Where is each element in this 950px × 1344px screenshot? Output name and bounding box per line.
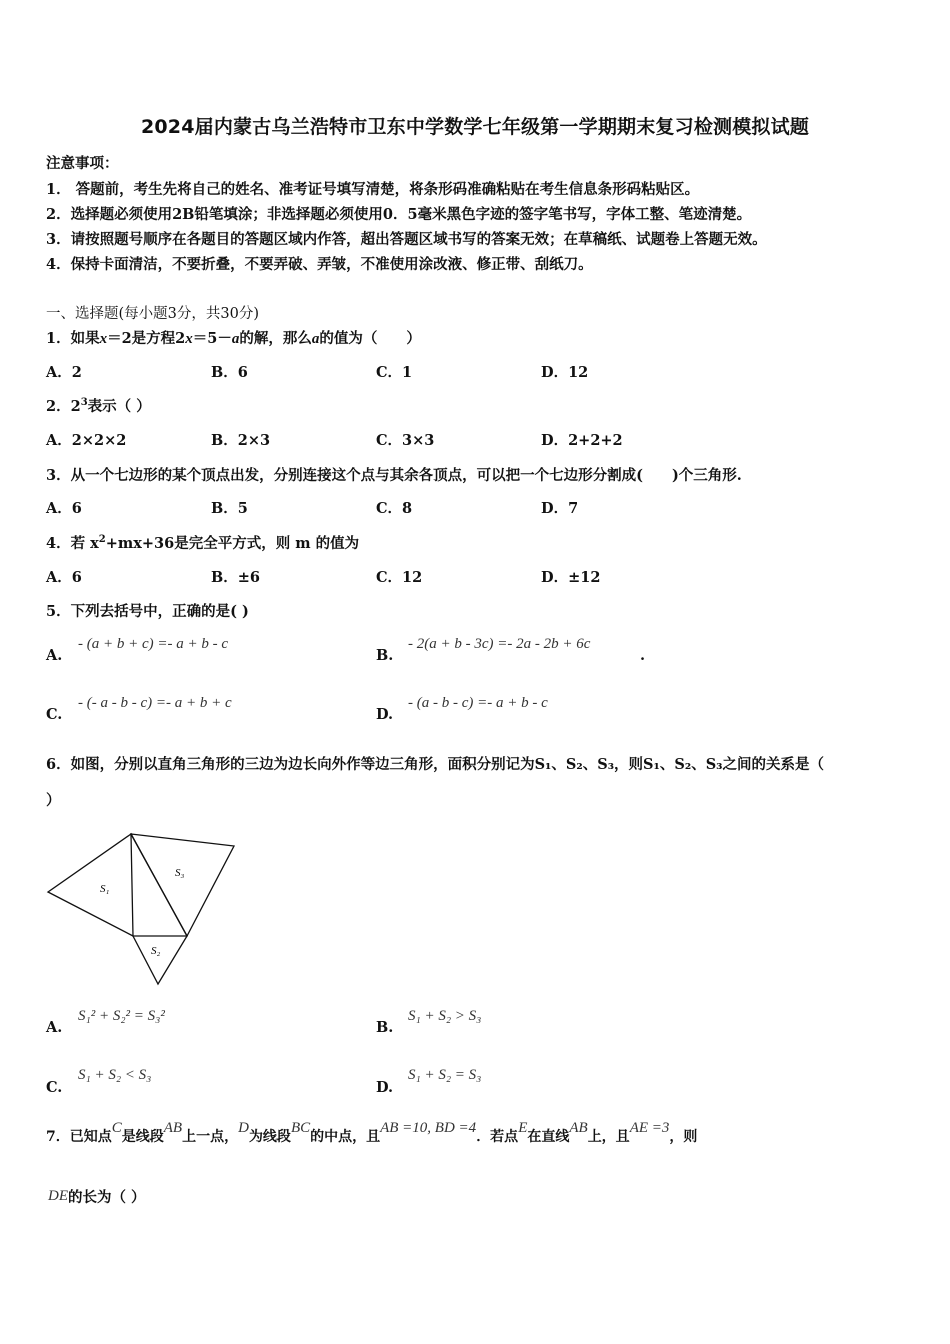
notice-item-4: 4．保持卡面清洁，不要折叠，不要弄破、弄皱，不准使用涂改液、修正带、刮纸刀。 — [46, 256, 593, 273]
q2-option-d: D．2+2+2 — [541, 432, 623, 449]
q3-option-b: B．5 — [211, 500, 248, 517]
triangle-figure — [40, 828, 245, 990]
question-4: 4．若 $x^2+mx+36$是完全平方式，则 m 的值为 — [46, 534, 360, 552]
q3-option-c: C．8 — [376, 500, 413, 517]
question-3: 3．从一个七边形的某个顶点出发，分别连接这个点与其余各顶点，可以把一个七边形分割成( )个三角形. — [46, 467, 742, 484]
q5-option-c-expr: - (- a - b - c) =- a + b + c — [78, 695, 232, 711]
question-6-close: ） — [46, 792, 61, 809]
figure-triangle-s1 — [48, 834, 133, 936]
q1-option-d: D．12 — [541, 364, 589, 381]
q5-option-b-label: B. — [376, 647, 394, 664]
q4-option-c: C．12 — [376, 569, 423, 586]
q5-option-a-label: A. — [46, 647, 63, 664]
q2-option-a: A．2×2×2 — [46, 432, 127, 449]
q6-option-c-label: C. — [46, 1079, 63, 1096]
q5-option-d-label: D. — [376, 706, 394, 723]
section-heading: 一、选择题(每小题3分，共30分) — [46, 306, 259, 322]
q4-option-d: D．±12 — [541, 569, 601, 586]
figure-triangle-s2 — [133, 936, 187, 984]
q5-option-d-expr: - (a - b - c) =- a + b - c — [408, 695, 548, 711]
q2-option-c: C．3×3 — [376, 432, 435, 449]
question-1: 1．如果x＝2是方程2x＝5－a的解，那么a的值为（ ） — [46, 330, 421, 347]
q5-option-a-expr: - (a + b + c) =- a + b - c — [78, 636, 229, 652]
q6-option-c-expr: S₁ + S₂ < S₃ — [78, 1067, 152, 1083]
q4-option-b: B．±6 — [211, 569, 260, 586]
q1-option-c: C．1 — [376, 364, 413, 381]
q6-option-a-label: A. — [46, 1019, 63, 1036]
page-title: 2024届内蒙古乌兰浩特市卫东中学数学七年级第一学期期末复习检测模拟试题 — [140, 116, 810, 138]
notice-item-1: 1． 答题前，考生先将自己的姓名、准考证号填写清楚，将条形码准确粘贴在考生信息条形码粘贴区。 — [46, 181, 700, 198]
figure-label-s2: S₂ — [151, 945, 161, 957]
q4-option-a: A．6 — [46, 569, 82, 586]
question-7-cont: DE的长为（ ） — [48, 1188, 146, 1206]
q3-option-a: A．6 — [46, 500, 82, 517]
question-2: 2．$2^3$表示（ ） — [46, 397, 151, 415]
q6-option-b-label: B. — [376, 1019, 394, 1036]
q2-option-b: B．2×3 — [211, 432, 271, 449]
notice-item-2: 2．选择题必须使用2B铅笔填涂；非选择题必须使用0．5毫米黑色字迹的签字笔书写，字体工整、笔迹清楚。 — [46, 206, 752, 223]
q6-option-b-expr: S₁ + S₂ > S₃ — [408, 1008, 482, 1024]
q5-option-b-expr: - 2(a + b - 3c) =- 2a - 2b + 6c — [408, 636, 591, 652]
q5-option-b-dot: . — [640, 647, 646, 664]
q1-option-a: A．2 — [46, 364, 82, 381]
figure-label-s1: S₁ — [100, 883, 110, 895]
q6-option-d-expr: S₁ + S₂ = S₃ — [408, 1067, 482, 1083]
notice-heading: 注意事项： — [46, 155, 119, 172]
q3-option-d: D．7 — [541, 500, 579, 517]
q5-option-c-label: C. — [46, 706, 63, 723]
question-5: 5．下列去括号中，正确的是( ) — [46, 603, 249, 620]
figure-triangle-s3 — [131, 834, 234, 936]
q6-option-a-expr: S₁² + S₂² = S₃² — [78, 1008, 165, 1024]
figure-label-s3: S₃ — [175, 867, 185, 879]
question-7: 7．已知点C是线段AB上一点，D为线段BC的中点，且AB =10, BD =4．若点E在直线AB上，且AE =3，则 — [46, 1120, 698, 1145]
q6-option-d-label: D. — [376, 1079, 394, 1096]
notice-item-3: 3．请按照题号顺序在各题目的答题区域内作答，超出答题区域书写的答案无效；在草稿纸、试题卷上答题无效。 — [46, 231, 767, 248]
question-6: 6．如图，分别以直角三角形的三边为边长向外作等边三角形，面积分别记为S₁、S₂、S₃，则S₁、S₂、S₃之间的关系是（ — [46, 756, 825, 773]
q1-option-b: B．6 — [211, 364, 248, 381]
